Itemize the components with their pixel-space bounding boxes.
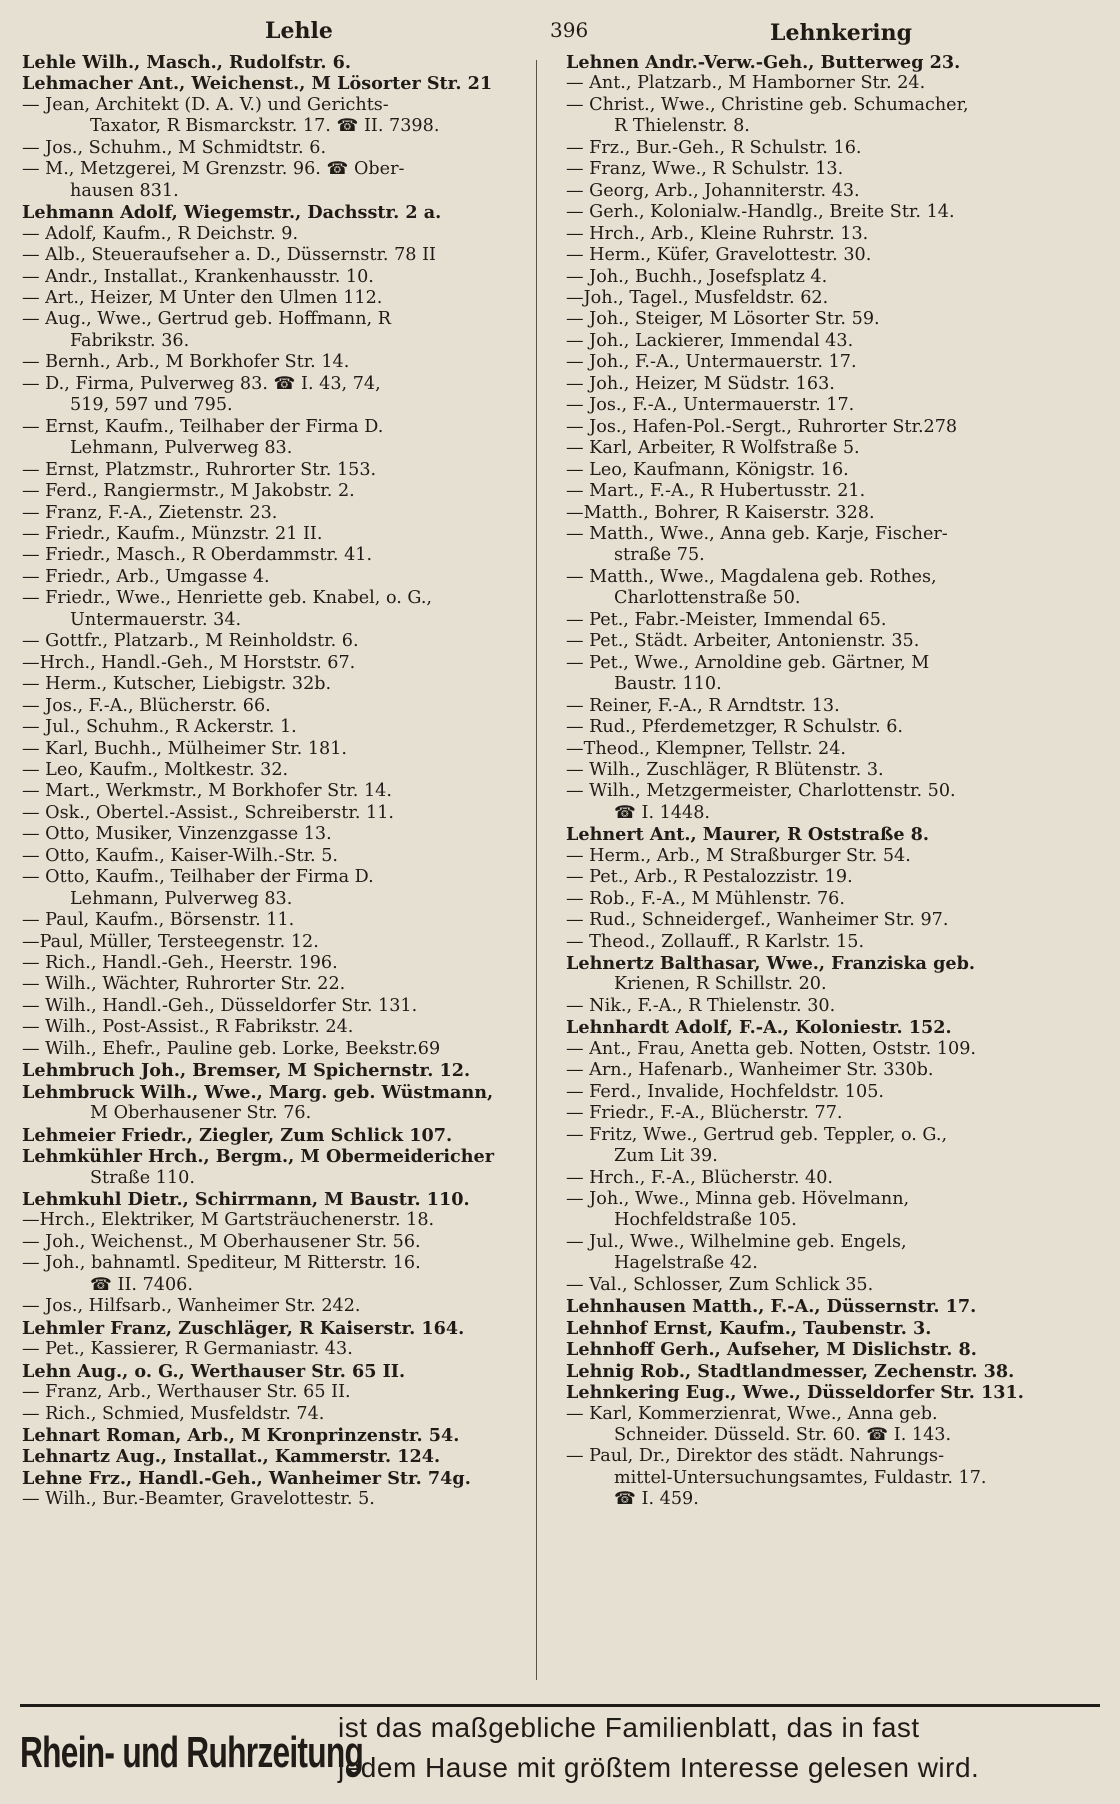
- directory-entry: — Gerh., Kolonialw.-Handlg., Breite Str. 14.: [566, 202, 955, 223]
- directory-entry: — Christ., Wwe., Christine geb. Schumacher,: [566, 94, 969, 115]
- directory-entry: Fabrikstr. 36.: [70, 330, 190, 351]
- directory-entry: — Jos., Hilfsarb., Wanheimer Str. 242.: [22, 1296, 361, 1317]
- directory-entry: — Jos., F.-A., Untermauerstr. 17.: [566, 395, 855, 416]
- directory-entry: — Otto, Kaufm., Teilhaber der Firma D.: [22, 867, 374, 888]
- directory-entry: — Ernst, Platzmstr., Ruhrorter Str. 153.: [22, 459, 377, 480]
- directory-entry: — Friedr., Kaufm., Münzstr. 21 II.: [22, 523, 323, 544]
- directory-entry: — Art., Heizer, M Unter den Ulmen 112.: [22, 287, 383, 308]
- directory-entry: — Joh., F.-A., Untermauerstr. 17.: [566, 352, 857, 373]
- directory-entry: Lehne Frz., Handl.-Geh., Wanheimer Str. 74g.: [22, 1467, 471, 1489]
- directory-entry: — Hrch., F.-A., Blücherstr. 40.: [566, 1167, 834, 1188]
- directory-entry: — Franz, F.-A., Zietenstr. 23.: [22, 502, 278, 523]
- directory-entry: — Adolf, Kaufm., R Deichstr. 9.: [22, 223, 299, 244]
- directory-entry: — Pet., Fabr.-Meister, Immendal 65.: [566, 609, 887, 630]
- header-left-keyword: Lehle: [265, 18, 333, 44]
- directory-entry: — Wilh., Zuschläger, R Blütenstr. 3.: [566, 759, 884, 780]
- directory-entry: — Joh., Wwe., Minna geb. Hövelmann,: [566, 1189, 910, 1210]
- directory-entry: — Wilh., Metzgermeister, Charlottenstr. 50.: [566, 781, 956, 802]
- directory-entry: — Wilh., Handl.-Geh., Düsseldorfer Str. 131.: [22, 995, 418, 1016]
- directory-entry: —Matth., Bohrer, R Kaiserstr. 328.: [566, 502, 875, 523]
- directory-entry: — Otto, Kaufm., Kaiser-Wilh.-Str. 5.: [22, 845, 339, 866]
- directory-entry: — Joh., Steiger, M Lösorter Str. 59.: [566, 309, 880, 330]
- directory-entry: — Friedr., Arb., Umgasse 4.: [22, 566, 270, 587]
- directory-entry: — Georg, Arb., Johanniterstr. 43.: [566, 180, 860, 201]
- directory-entry: — Bernh., Arb., M Borkhofer Str. 14.: [22, 352, 350, 373]
- directory-entry: — Jul., Wwe., Wilhelmine geb. Engels,: [566, 1231, 907, 1252]
- column-divider: [536, 60, 537, 1680]
- directory-entry: — Hrch., Arb., Kleine Ruhrstr. 13.: [566, 223, 869, 244]
- directory-entry: R Thielenstr. 8.: [614, 116, 750, 137]
- directory-entry: — Rud., Schneidergef., Wanheimer Str. 97.: [566, 910, 949, 931]
- directory-entry: — Ferd., Rangiermstr., M Jakobstr. 2.: [22, 481, 355, 502]
- directory-entry: Krienen, R Schillstr. 20.: [614, 974, 827, 995]
- directory-entry: — Ant., Frau, Anetta geb. Notten, Oststr. 109.: [566, 1038, 976, 1059]
- directory-entry: — Jos., Hafen-Pol.-Sergt., Ruhrorter Str.278: [566, 416, 958, 437]
- directory-entry: Lehmkühler Hrch., Bergm., M Obermeidericher: [22, 1146, 495, 1168]
- directory-entry: — Wilh., Wächter, Ruhrorter Str. 22.: [22, 974, 346, 995]
- directory-entry: Lehn Aug., o. G., Werthauser Str. 65 II.: [22, 1360, 406, 1382]
- page-number: 396: [550, 18, 589, 42]
- directory-entry: Lehmkuhl Dietr., Schirrmann, M Baustr. 110.: [22, 1189, 470, 1211]
- directory-entry: — Osk., Obertel.-Assist., Schreiberstr. 11.: [22, 802, 395, 823]
- directory-entry: — Matth., Wwe., Magdalena geb. Rothes,: [566, 566, 937, 587]
- directory-entry: — Pet., Arb., R Pestalozzistr. 19.: [566, 867, 853, 888]
- directory-entry: Straße 110.: [90, 1167, 195, 1188]
- directory-entry: — Wilh., Ehefr., Pauline geb. Lorke, Beekstr.69: [22, 1038, 441, 1059]
- directory-entry: — Wilh., Bur.-Beamter, Gravelottestr. 5.: [22, 1489, 375, 1510]
- directory-entry: — Leo, Kaufm., Moltkestr. 32.: [22, 759, 289, 780]
- directory-entry: Lehnkering Eug., Wwe., Düsseldorfer Str. 131.: [566, 1382, 1024, 1404]
- directory-entry: — Jul., Schuhm., R Ackerstr. 1.: [22, 717, 297, 738]
- directory-entry: — Karl, Buchh., Mülheimer Str. 181.: [22, 738, 347, 759]
- advertisement-line-1: ist das maßgebliche Familienblatt, das in fast: [338, 1712, 920, 1743]
- directory-entry: — Ferd., Invalide, Hochfeldstr. 105.: [566, 1081, 884, 1102]
- directory-entry: — Mart., Werkmstr., M Borkhofer Str. 14.: [22, 781, 392, 802]
- directory-entry: Lehmann, Pulverweg 83.: [70, 438, 293, 459]
- directory-entry: Hagelstraße 42.: [614, 1253, 758, 1274]
- directory-entry: — Wilh., Post-Assist., R Fabrikstr. 24.: [22, 1017, 354, 1038]
- directory-entry: Untermauerstr. 34.: [70, 609, 242, 630]
- directory-entry: mittel-Untersuchungsamtes, Fuldastr. 17.: [614, 1467, 987, 1488]
- page-header: [20, 18, 1100, 52]
- directory-entry: — Gottfr., Platzarb., M Reinholdstr. 6.: [22, 631, 359, 652]
- directory-entry: straße 75.: [614, 545, 705, 566]
- directory-entry: — Herm., Kutscher, Liebigstr. 32b.: [22, 674, 332, 695]
- directory-entry: — Nik., F.-A., R Thielenstr. 30.: [566, 995, 836, 1016]
- directory-entry: — Jos., Schuhm., M Schmidtstr. 6.: [22, 137, 327, 158]
- directory-entry: Baustr. 110.: [614, 674, 722, 695]
- advertisement-line-2: jedem Hause mit größtem Interesse gelesen wird.: [338, 1752, 980, 1783]
- right-column: [566, 52, 1066, 1511]
- directory-entry: — Karl, Arbeiter, R Wolfstraße 5.: [566, 438, 860, 459]
- directory-entry: M Oberhausener Str. 76.: [90, 1103, 312, 1124]
- directory-entry: Lehnhoff Gerh., Aufseher, M Dislichstr. 8.: [566, 1339, 977, 1361]
- directory-entry: Hochfeldstraße 105.: [614, 1210, 797, 1231]
- directory-entry: — Reiner, F.-A., R Arndtstr. 13.: [566, 695, 840, 716]
- directory-entry: ☎ I. 1448.: [614, 802, 711, 823]
- directory-entry: — M., Metzgerei, M Grenzstr. 96. ☎ Ober-: [22, 159, 405, 180]
- directory-entry: Charlottenstraße 50.: [614, 588, 801, 609]
- directory-entry: — Paul, Dr., Direktor des städt. Nahrungs-: [566, 1446, 945, 1467]
- directory-entry: Lehmler Franz, Zuschläger, R Kaiserstr. 164.: [22, 1317, 465, 1339]
- directory-entry: Lehnartz Aug., Installat., Kammerstr. 124.: [22, 1446, 441, 1468]
- directory-entry: —Hrch., Elektriker, M Gartsträuchenerstr. 18.: [22, 1210, 435, 1231]
- directory-entry: — Friedr., Wwe., Henriette geb. Knabel, o. G.,: [22, 588, 433, 609]
- directory-entry: Lehnig Rob., Stadtlandmesser, Zechenstr. 38.: [566, 1360, 1015, 1382]
- directory-entry: — Pet., Wwe., Arnoldine geb. Gärtner, M: [566, 652, 930, 673]
- directory-entry: Lehmeier Friedr., Ziegler, Zum Schlick 107.: [22, 1124, 453, 1146]
- directory-entry: — Friedr., F.-A., Blücherstr. 77.: [566, 1103, 843, 1124]
- directory-entry: Lehnart Roman, Arb., M Kronprinzenstr. 54.: [22, 1425, 460, 1446]
- directory-entry: — Rob., F.-A., M Mühlenstr. 76.: [566, 888, 845, 909]
- directory-entry: 519, 597 und 795.: [70, 395, 233, 416]
- directory-entry: — Matth., Wwe., Anna geb. Karje, Fischer-: [566, 523, 948, 544]
- directory-entry: — Leo, Kaufmann, Königstr. 16.: [566, 459, 849, 480]
- advertisement-logo: Rhein- und Ruhrzeitung: [20, 1728, 364, 1777]
- directory-entry: Lehmann Adolf, Wiegemstr., Dachsstr. 2 a.: [22, 202, 442, 224]
- directory-entry: Lehle Wilh., Masch., Rudolfstr. 6.: [22, 52, 352, 73]
- directory-entry: hausen 831.: [70, 180, 179, 201]
- directory-entry: Zum Lit 39.: [614, 1146, 718, 1167]
- directory-entry: ☎ II. 7406.: [90, 1274, 193, 1295]
- directory-entry: — Rud., Pferdemetzger, R Schulstr. 6.: [566, 717, 904, 738]
- directory-entry: — Friedr., Masch., R Oberdammstr. 41.: [22, 545, 373, 566]
- directory-entry: — Fritz, Wwe., Gertrud geb. Teppler, o. G.,: [566, 1124, 948, 1145]
- directory-entry: Lehnert Ant., Maurer, R Oststraße 8.: [566, 824, 930, 846]
- directory-entry: — Theod., Zollauff., R Karlstr. 15.: [566, 931, 865, 952]
- directory-entry: — Otto, Musiker, Vinzenzgasse 13.: [22, 824, 332, 845]
- directory-entry: — Herm., Arb., M Straßburger Str. 54.: [566, 845, 911, 866]
- directory-entry: — Paul, Kaufm., Börsenstr. 11.: [22, 910, 295, 931]
- directory-entry: — Frz., Bur.-Geh., R Schulstr. 16.: [566, 137, 862, 158]
- directory-entry: — Jean, Architekt (D. A. V.) und Gerichts-: [22, 94, 389, 115]
- directory-entry: — Andr., Installat., Krankenhausstr. 10.: [22, 266, 374, 287]
- directory-entry: Lehmann, Pulverweg 83.: [70, 888, 293, 909]
- directory-entry: Lehnen Andr.-Verw.-Geh., Butterweg 23.: [566, 52, 961, 73]
- directory-entry: Lehnhardt Adolf, F.-A., Koloniestr. 152.: [566, 1017, 952, 1039]
- directory-entry: Lehmbruch Joh., Bremser, M Spichernstr. 12.: [22, 1060, 471, 1082]
- directory-entry: ☎ I. 459.: [614, 1489, 699, 1510]
- directory-entry: — Pet., Städt. Arbeiter, Antonienstr. 35.: [566, 631, 920, 652]
- directory-entry: — Mart., F.-A., R Hubertusstr. 21.: [566, 481, 866, 502]
- directory-entry: — Arn., Hafenarb., Wanheimer Str. 330b.: [566, 1060, 934, 1081]
- directory-entry: — Joh., Heizer, M Südstr. 163.: [566, 373, 835, 394]
- directory-entry: — Karl, Kommerzienrat, Wwe., Anna geb.: [566, 1403, 938, 1424]
- directory-entry: Lehnhausen Matth., F.-A., Düssernstr. 17.: [566, 1296, 977, 1318]
- directory-entry: — Rich., Schmied, Musfeldstr. 74.: [22, 1403, 325, 1424]
- left-column: [22, 52, 522, 1511]
- directory-entry: — Aug., Wwe., Gertrud geb. Hoffmann, R: [22, 309, 391, 330]
- directory-entry: —Paul, Müller, Tersteegenstr. 12.: [22, 931, 319, 952]
- directory-entry: Schneider. Düsseld. Str. 60. ☎ I. 143.: [614, 1425, 952, 1445]
- directory-entry: — D., Firma, Pulverweg 83. ☎ I. 43, 74,: [22, 373, 381, 394]
- header-right-keyword: Lehnkering: [770, 20, 913, 46]
- directory-entry: —Hrch., Handl.-Geh., M Horststr. 67.: [22, 652, 356, 673]
- directory-entry: — Herm., Küfer, Gravelottestr. 30.: [566, 245, 872, 266]
- directory-entry: —Theod., Klempner, Tellstr. 24.: [566, 738, 847, 759]
- directory-entry: — Pet., Kassierer, R Germaniastr. 43.: [22, 1339, 353, 1360]
- directory-entry: — Franz, Wwe., R Schulstr. 13.: [566, 159, 844, 180]
- directory-entry: Lehmacher Ant., Weichenst., M Lösorter Str. 21: [22, 73, 493, 95]
- directory-entry: Lehnhof Ernst, Kaufm., Taubenstr. 3.: [566, 1317, 932, 1339]
- directory-entry: — Rich., Handl.-Geh., Heerstr. 196.: [22, 953, 338, 974]
- directory-entry: Lehnertz Balthasar, Wwe., Franziska geb.: [566, 953, 976, 975]
- directory-entry: — Alb., Steueraufseher a. D., Düssernstr. 78 II: [22, 245, 436, 266]
- directory-entry: Lehmbruck Wilh., Wwe., Marg. geb. Wüstmann,: [22, 1081, 494, 1103]
- directory-entry: — Joh., Weichenst., M Oberhausener Str. 56.: [22, 1231, 421, 1252]
- directory-entry: — Joh., bahnamtl. Spediteur, M Ritterstr. 16.: [22, 1253, 421, 1274]
- directory-entry: — Val., Schlosser, Zum Schlick 35.: [566, 1274, 874, 1295]
- advertisement-top-rule: [20, 1704, 1100, 1707]
- directory-entry: — Joh., Buchh., Josefsplatz 4.: [566, 266, 828, 287]
- directory-entry: — Ant., Platzarb., M Hamborner Str. 24.: [566, 73, 926, 94]
- directory-entry: — Joh., Lackierer, Immendal 43.: [566, 330, 854, 351]
- directory-entry: — Franz, Arb., Werthauser Str. 65 II.: [22, 1382, 351, 1403]
- directory-entry: — Jos., F.-A., Blücherstr. 66.: [22, 695, 271, 716]
- directory-entry: —Joh., Tagel., Musfeldstr. 62.: [566, 287, 829, 308]
- directory-entry: — Ernst, Kaufm., Teilhaber der Firma D.: [22, 416, 384, 437]
- directory-entry: Taxator, R Bismarckstr. 17. ☎ II. 7398.: [90, 116, 440, 137]
